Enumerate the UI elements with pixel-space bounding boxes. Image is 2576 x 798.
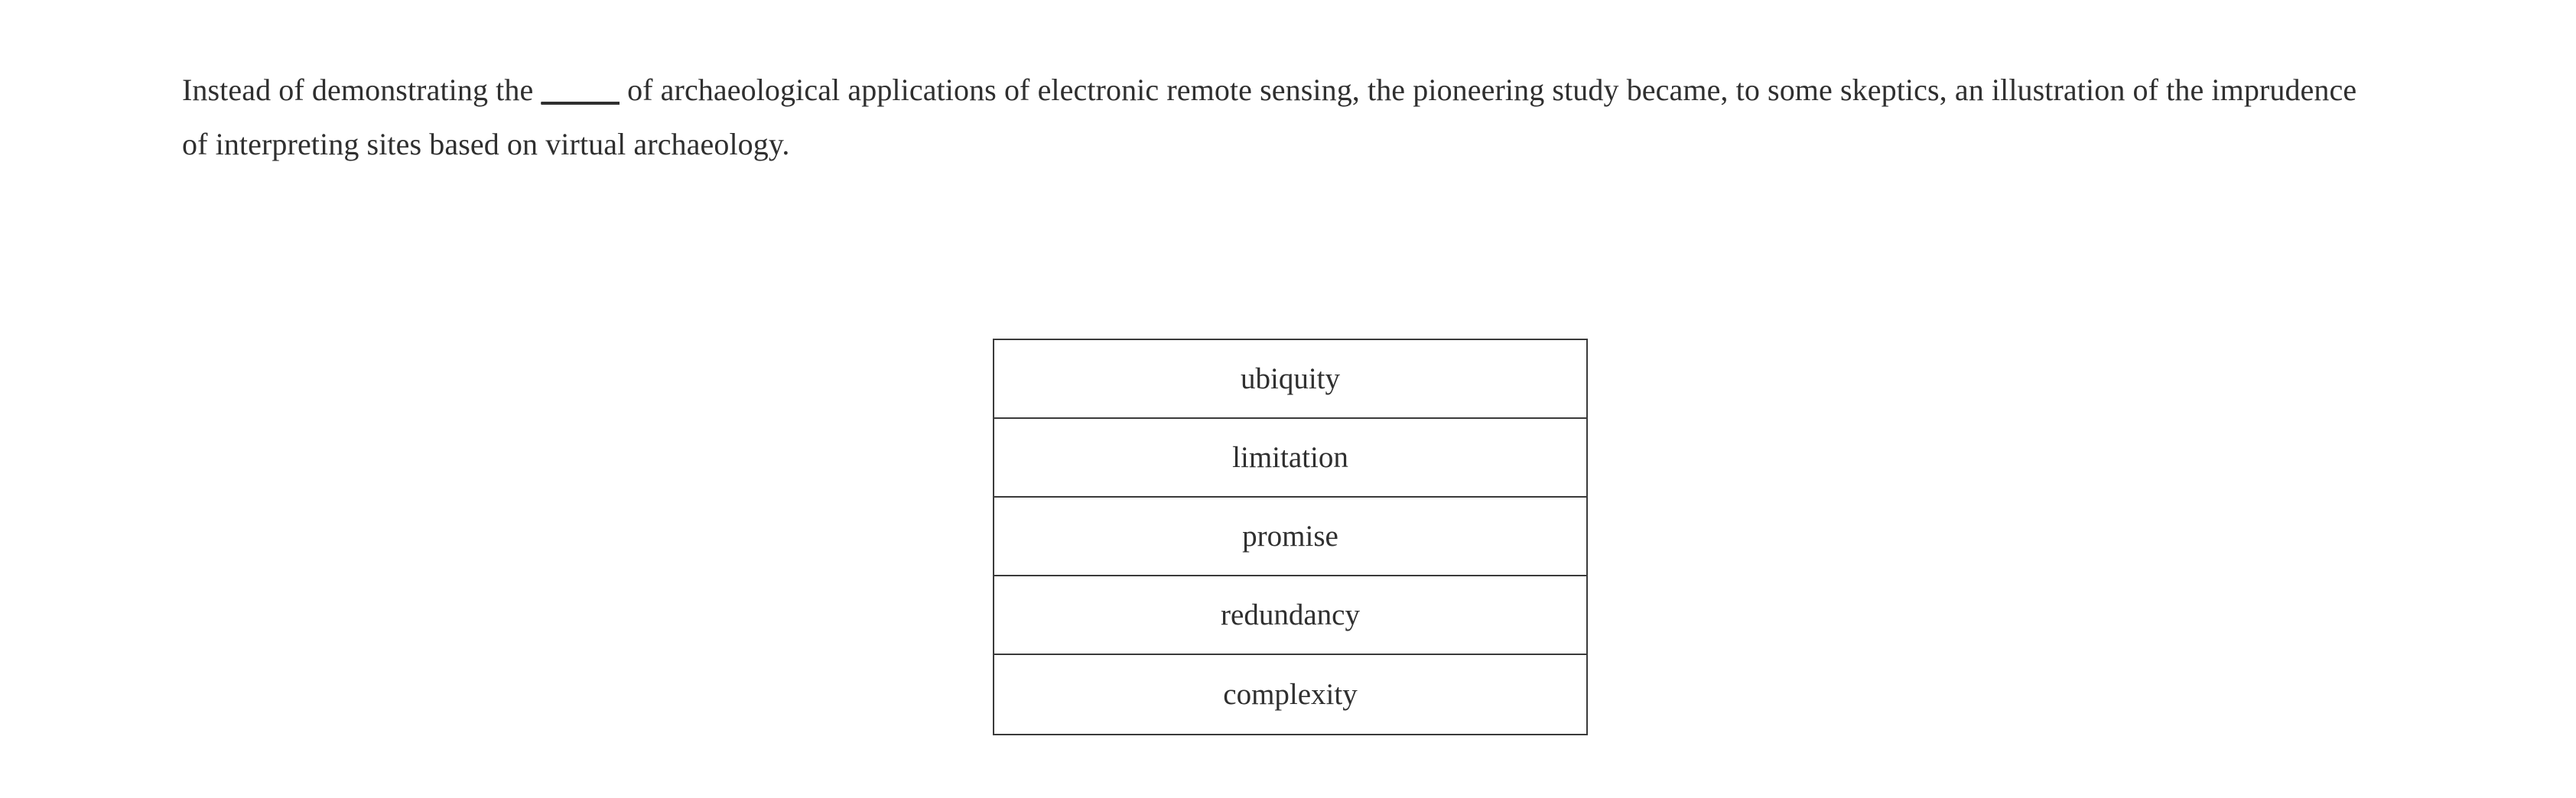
list-item[interactable] [994, 576, 1586, 655]
option-label: promise [1242, 520, 1338, 553]
option-label: limitation [1232, 441, 1348, 474]
question-stem [182, 63, 2377, 171]
list-item[interactable] [994, 655, 1586, 734]
list-item[interactable] [994, 419, 1586, 498]
option-label: complexity [1223, 678, 1358, 711]
option-label: ubiquity [1240, 362, 1340, 395]
question-text-before-blank: Instead of demonstrating the [182, 73, 534, 107]
answer-options-list [993, 339, 1588, 735]
list-item[interactable] [994, 340, 1586, 419]
question-blank: _____ [541, 73, 620, 107]
list-item[interactable] [994, 498, 1586, 576]
question-text-after-blank: of archaeological applications of electronic remote sensing, the pioneering study became, to some skeptics, an illustration of the imprudence of interpreting sites based on virtual archaeology. [182, 73, 2357, 162]
option-label: redundancy [1221, 598, 1360, 631]
